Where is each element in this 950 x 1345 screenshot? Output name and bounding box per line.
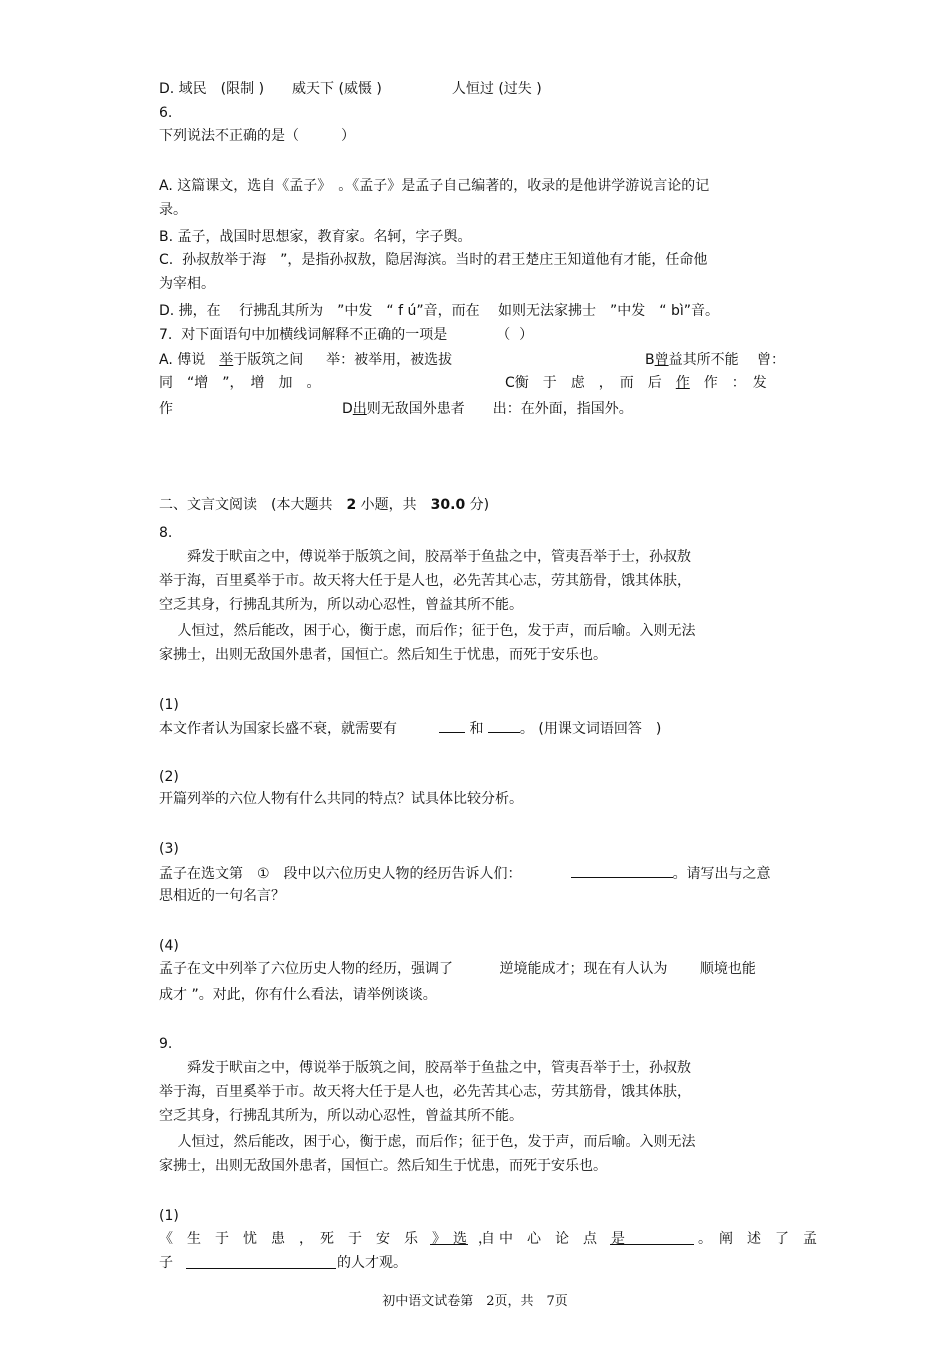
- q9-sub1-blank2[interactable]: [610, 1230, 694, 1245]
- q7-stem: 7. 对下面语句中加横线词解释不正确的一项是 （ ）: [159, 327, 534, 343]
- q6-option-d: D. 拂，在 行拂乱其所为 ”中发 “ f ú”音，而在 如则无法家拂士 ”中发 “ bì”音。: [159, 303, 720, 319]
- q8-passage-line1: 舜发于畎亩之中，傅说举于版筑之间，胶鬲举于鱼盐之中，管夷吾举于士，孙叔敖: [159, 549, 691, 565]
- q8-sub4-number: (4): [159, 938, 179, 954]
- q6-option-a-line1: A. 这篇课文，选自《孟子》 。《孟子》是孟子自己编著的，收录的是他讲学游说言论的记: [159, 178, 710, 194]
- q8-sub3-question-cont: 思相近的一句名言？: [159, 888, 285, 904]
- page-footer: 初中语文试卷第 2页，共 7页: [382, 1294, 568, 1309]
- q8-sub2-question: 开篇列举的六位人物有什么共同的特点？试具体比较分析。: [159, 791, 523, 807]
- q9-sub1-question-part3: 。 阐 述 了 孟: [698, 1231, 817, 1247]
- q6-stem: 下列说法不正确的是（ ）: [159, 128, 355, 144]
- q9-sub1-question-part5: 的人才观。: [337, 1255, 407, 1271]
- q8-sub4-question-cont: 成才 ”。对此，你有什么看法，请举例谈谈。: [159, 987, 437, 1003]
- q7-option-b: B曾益其所不能 曾：: [645, 352, 786, 368]
- section2-title: 二、文言文阅读 (本大题共 2 小题，共 30.0 分): [159, 497, 490, 513]
- q7-option-d: D出则无敌国外患者 出：在外面，指国外。: [342, 401, 633, 417]
- q7-option-a: A. 傅说 举于版筑之间 举：被举用，被选拔: [159, 352, 453, 368]
- q8-sub3-number: (3): [159, 841, 179, 857]
- q5-option-d: D. 域民 (限制 ) 威天下 (威慑 ) 人恒过 (过失 ): [159, 81, 542, 97]
- q9-sub1-blank3[interactable]: [186, 1254, 336, 1269]
- q6-option-c-line2: 为宰相。: [159, 276, 215, 292]
- q9-passage-line1: 舜发于畎亩之中，傅说举于版筑之间，胶鬲举于鱼盐之中，管夷吾举于士，孙叔敖: [159, 1060, 691, 1076]
- q9-sub1-question-part2: ， 中 心 论 点 是: [478, 1231, 625, 1247]
- q8-sub1-blank2[interactable]: [488, 718, 520, 733]
- q9-passage-line5: 家拂士，出则无敌国外患者，国恒亡。然后知生于忧患，而死于安乐也。: [159, 1158, 607, 1174]
- q7-option-c: C衡 于 虑 ， 而 后 作 作 ： 发: [505, 375, 767, 391]
- q7-option-c-cont: 作: [159, 401, 173, 417]
- q8-passage-line4: 人恒过，然后能改，困于心，衡于虑，而后作；征于色，发于声，而后喻。入则无法: [159, 623, 696, 639]
- q8-number: 8.: [159, 525, 173, 541]
- q7-option-c-underlined-word: 作: [675, 375, 690, 391]
- q8-sub1-number: (1): [159, 697, 179, 713]
- q9-sub1-number: (1): [159, 1208, 179, 1224]
- q8-sub1-blank1[interactable]: [439, 718, 465, 733]
- q6-number: 6.: [159, 105, 173, 121]
- q8-sub2-number: (2): [159, 769, 179, 785]
- q7-option-b-cont: 同 “增 ”， 增 加 。: [159, 375, 321, 391]
- q7-option-d-underlined-word: 出: [352, 401, 367, 417]
- q8-sub3-question: 孟子在选文第 ① 段中以六位历史人物的经历告诉人们： 。请写出与之意: [159, 863, 771, 883]
- q9-number: 9.: [159, 1036, 173, 1052]
- q9-sub1-blank1[interactable]: [430, 1230, 468, 1245]
- q8-passage-line2: 举于海，百里奚举于市。故天将大任于是人也，必先苦其心志，劳其筋骨，饿其体肤，: [159, 573, 691, 589]
- q6-option-a-line2: 录。: [159, 202, 187, 218]
- q9-passage-line3: 空乏其身，行拂乱其所为，所以动心忍性，曾益其所不能。: [159, 1108, 523, 1124]
- q8-sub1-question: 本文作者认为国家长盛不衰，就需要有 和 。 (用课文词语回答 ): [159, 718, 661, 738]
- q6-option-b: B. 孟子，战国时思想家，教育家。名轲，字子舆。: [159, 229, 472, 245]
- q9-passage-line4: 人恒过，然后能改，困于心，衡于虑，而后作；征于色，发于声，而后喻。入则无法: [159, 1134, 696, 1150]
- q8-passage-line5: 家拂士，出则无敌国外患者，国恒亡。然后知生于忧患，而死于安乐也。: [159, 647, 607, 663]
- q9-passage-line2: 举于海，百里奚举于市。故天将大任于是人也，必先苦其心志，劳其筋骨，饿其体肤，: [159, 1084, 691, 1100]
- q7-option-a-underlined-word: 举: [219, 352, 234, 368]
- q6-option-c-line1: C. 孙叔敖举于海 ”，是指孙叔敖，隐居海滨。当时的君王楚庄王知道他有才能，任命他: [159, 252, 708, 268]
- q8-sub3-blank[interactable]: [571, 863, 673, 878]
- q9-sub1-question-part4: 子: [159, 1255, 173, 1271]
- q7-option-b-underlined-word: 曾: [654, 352, 669, 368]
- q9-sub1-question-part1: 《 生 于 忧 患 ， 死 于 安 乐 》 选 自: [159, 1231, 495, 1247]
- q8-sub4-question: 孟子在文中列举了六位历史人物的经历，强调了 逆境能成才；现在有人认为 顺境也能: [159, 961, 756, 977]
- q8-passage-line3: 空乏其身，行拂乱其所为，所以动心忍性，曾益其所不能。: [159, 597, 523, 613]
